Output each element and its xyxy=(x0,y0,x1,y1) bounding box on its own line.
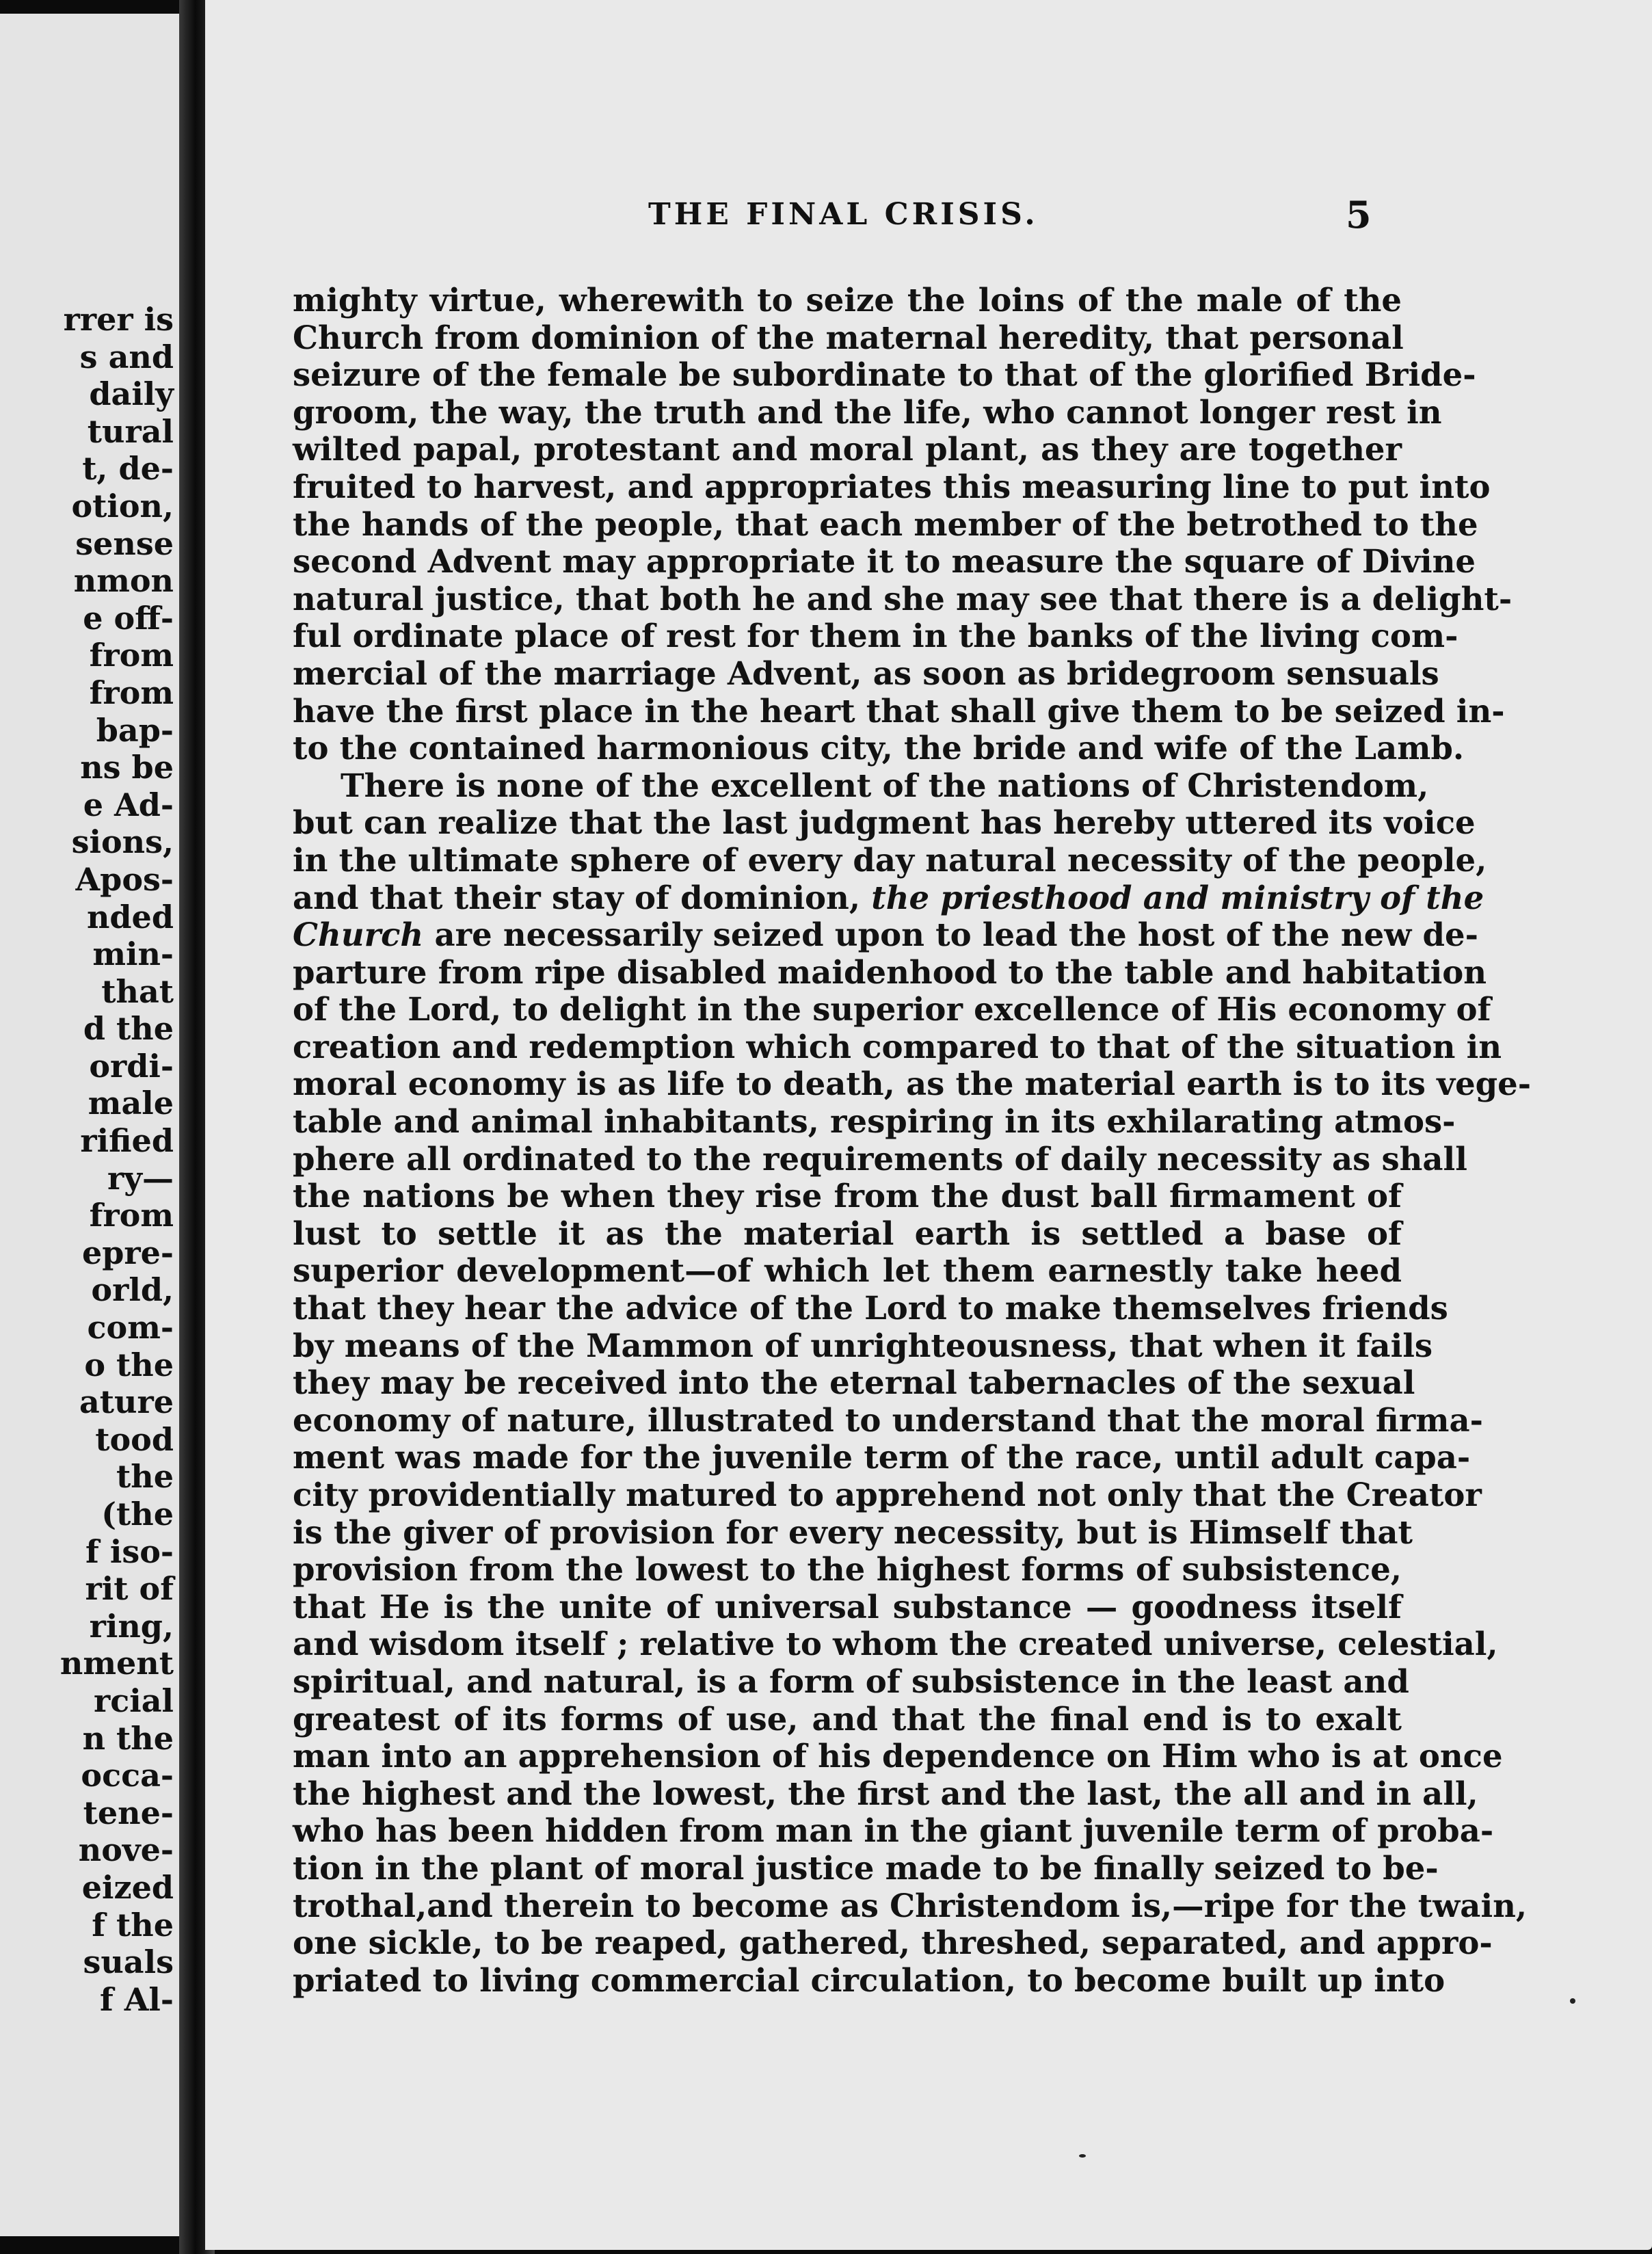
facing-page-fragment xyxy=(0,14,183,2236)
facing-page-line-fragment: n the xyxy=(82,1719,174,1757)
facing-page-line-fragment: bap- xyxy=(96,711,174,749)
facing-page-line-fragment: ns be xyxy=(80,749,174,786)
text-line: greatest of its forms of use, and that the final end is to exalt xyxy=(293,1699,1402,1738)
facing-page-line-fragment: tene- xyxy=(83,1794,174,1831)
text-line: priated to living commercial circulation, to become built up into xyxy=(293,1961,1446,1999)
running-head-title: THE FINAL CRISIS. xyxy=(648,197,1039,232)
text-line: moral economy is as life to death, as the material earth is to its vege- xyxy=(293,1065,1532,1103)
facing-page-line-fragment: f Al- xyxy=(99,1980,174,2018)
facing-page-line-fragment: tood xyxy=(95,1420,174,1458)
facing-page-line-fragment: rified xyxy=(80,1122,174,1160)
facing-page-line-fragment: ring, xyxy=(89,1607,174,1645)
text-line: in the ultimate sphere of every day natural necessity of the people, xyxy=(293,840,1487,879)
text-line: and wisdom itself ; relative to whom the created universe, celestial, xyxy=(293,1625,1498,1663)
facing-page-line-fragment: f the xyxy=(92,1906,174,1944)
paper-speck xyxy=(1079,2154,1086,2158)
facing-page-line-fragment: suals xyxy=(83,1944,174,1981)
text-line: Church from dominion of the maternal heredity, that personal xyxy=(293,318,1404,356)
facing-page-line-fragment: sense xyxy=(75,525,174,562)
facing-page-line-fragment: com- xyxy=(87,1309,174,1347)
text-line: table and animal inhabitants, respiring in its exhilarating atmos- xyxy=(293,1102,1456,1141)
facing-page-line-fragment: nmon xyxy=(73,562,174,600)
italic-phrase: Church xyxy=(293,916,424,954)
text-line: ful ordinate place of rest for them in the banks of the living com- xyxy=(293,617,1458,655)
text-line: wilted papal, protestant and moral plant, as they are together xyxy=(293,430,1402,468)
facing-page-line-fragment: sions, xyxy=(71,823,174,861)
facing-page-line-fragment: eized xyxy=(81,1868,174,1906)
text-line: Church are necessarily seized upon to lead the host of the new de- xyxy=(293,916,1478,954)
facing-page-line-fragment: min- xyxy=(92,936,174,973)
facing-page-line-fragment: daily xyxy=(89,375,174,413)
text-line: is the giver of provision for every necessity, but is Himself that xyxy=(293,1513,1413,1551)
text-line: have the first place in the heart that shall give them to be seized in- xyxy=(293,691,1505,730)
text-line: There is none of the excellent of the nations of Christendom, xyxy=(341,766,1429,804)
facing-page-line-fragment: d the xyxy=(83,1010,174,1048)
italic-phrase: the priesthood and ministry of the xyxy=(871,878,1484,916)
text-line: the hands of the people, that each member of the betrothed to the xyxy=(293,505,1478,543)
facing-page-line-fragment: ry— xyxy=(107,1159,174,1197)
text-line: who has been hidden from man in the giant juvenile term of proba- xyxy=(293,1812,1494,1850)
paragraph-2 xyxy=(293,766,1532,2000)
facing-page-line-fragment: epre- xyxy=(81,1234,174,1271)
text-line: mercial of the marriage Advent, as soon as bridegroom sensuals xyxy=(293,654,1439,692)
facing-page-line-fragment: tural xyxy=(87,412,174,450)
facing-page-line-fragment: from xyxy=(89,1197,174,1234)
facing-page-line-fragment: that xyxy=(101,972,174,1010)
facing-page-line-fragment: e Ad- xyxy=(83,786,174,823)
text-line: tion in the plant of moral justice made to be finally seized to be- xyxy=(293,1848,1439,1887)
facing-page-line-fragment: ature xyxy=(79,1383,174,1421)
facing-page-line-fragment: Apos- xyxy=(75,860,174,898)
text-line: they may be received into the eternal tabernacles of the sexual xyxy=(293,1364,1415,1402)
text-line: the highest and the lowest, the first and the last, the all and in all, xyxy=(293,1774,1478,1812)
text-line: man into an apprehension of his dependence on Him who is at once xyxy=(293,1737,1503,1775)
facing-page-line-fragment: from xyxy=(89,674,174,711)
facing-page-line-fragment: from xyxy=(89,637,174,674)
text-line: superior development—of which let them earnestly take heed xyxy=(293,1251,1402,1290)
text-line: but can realize that the last judgment has hereby uttered its voice xyxy=(293,804,1476,842)
facing-page-line-fragment: ordi- xyxy=(89,1047,174,1085)
text-line: seizure of the female be subordinate to that of the glorified Bride- xyxy=(293,356,1476,394)
text-line: and that their stay of dominion, the priesthood and ministry of the xyxy=(293,878,1484,916)
text-line: city providentially matured to apprehend not only that the Creator xyxy=(293,1476,1482,1513)
text-line: to the contained harmonious city, the bride and wife of the Lamb. xyxy=(293,729,1465,767)
text-line: by means of the Mammon of unrighteousness, that when it fails xyxy=(293,1326,1433,1364)
body-text xyxy=(293,281,1532,1999)
text-line: provision from the lowest to the highest forms of subsistence, xyxy=(293,1550,1402,1589)
text-line: fruited to harvest, and appropriates this measuring line to put into xyxy=(293,467,1491,505)
facing-page-line-fragment: occa- xyxy=(81,1757,174,1794)
facing-page-line-fragment: s and xyxy=(79,338,174,375)
text-line: spiritual, and natural, is a form of subsistence in the least and xyxy=(293,1662,1409,1700)
facing-page-line-fragment: the xyxy=(116,1458,174,1496)
text-line: ment was made for the juvenile term of the race, until adult capa- xyxy=(293,1438,1471,1476)
facing-page-line-fragment: nment xyxy=(59,1645,174,1682)
text-line: that they hear the advice of the Lord to make themselves friends xyxy=(293,1289,1448,1327)
text-line: lust to settle it as the material earth is settled a base of xyxy=(293,1214,1402,1252)
text-line: creation and redemption which compared to that of the situation in xyxy=(293,1027,1502,1065)
facing-page-line-fragment: f iso- xyxy=(85,1533,174,1570)
text-line: groom, the way, the truth and the life, who cannot longer rest in xyxy=(293,393,1442,431)
text-line: phere all ordinated to the requirements of daily necessity as shall xyxy=(293,1139,1467,1178)
facing-page-line-fragment: orld, xyxy=(91,1271,174,1309)
facing-page-line-fragment: nded xyxy=(86,898,174,936)
text-line: economy of nature, illustrated to understand that the moral firma- xyxy=(293,1401,1483,1439)
text-line: natural justice, that both he and she may see that there is a delight- xyxy=(293,579,1513,618)
paper-speck xyxy=(1570,1998,1575,2004)
facing-page-line-fragment: nove- xyxy=(78,1831,174,1869)
facing-page-line-fragment: e off- xyxy=(83,599,174,637)
text-line: one sickle, to be reaped, gathered, threshed, separated, and appro- xyxy=(293,1924,1493,1962)
facing-page-line-fragment: o the xyxy=(84,1346,174,1383)
facing-page-line-fragment: rcial xyxy=(94,1682,174,1719)
book-page xyxy=(205,0,1652,2250)
text-line: second Advent may appropriate it to measure the square of Divine xyxy=(293,542,1476,581)
text-line: that He is the unite of universal substance — goodness itself xyxy=(293,1587,1402,1626)
page-number: 5 xyxy=(1346,193,1375,237)
text-line: the nations be when they rise from the dust ball firmament of xyxy=(293,1177,1402,1215)
text-line: parture from ripe disabled maidenhood to the table and habitation xyxy=(293,953,1487,991)
text-line: mighty virtue, wherewith to seize the loins of the male of the xyxy=(293,281,1402,319)
facing-page-line-fragment: (the xyxy=(101,1496,174,1533)
facing-page-line-fragment: rit of xyxy=(85,1570,174,1608)
text-line: trothal,and therein to become as Christendom is,—ripe for the twain, xyxy=(293,1886,1528,1924)
facing-page-line-fragment: rrer is xyxy=(63,301,174,338)
text-line: of the Lord, to delight in the superior excellence of His economy of xyxy=(293,990,1491,1029)
facing-page-line-endings xyxy=(60,301,174,2018)
paragraph-1 xyxy=(293,281,1513,767)
facing-page-line-fragment: t, de- xyxy=(82,450,174,488)
facing-page-line-fragment: male xyxy=(88,1085,174,1122)
facing-page-line-fragment: otion, xyxy=(71,487,174,525)
